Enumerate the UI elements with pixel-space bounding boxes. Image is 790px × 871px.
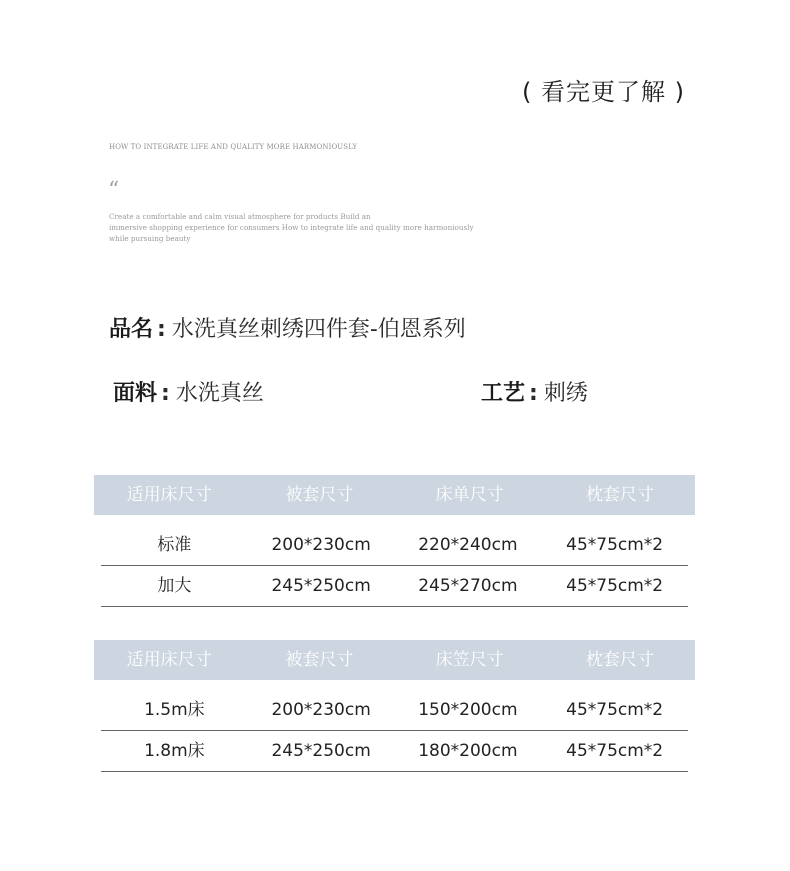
header-cell: 被套尺寸 (285, 485, 354, 505)
quote-mark-icon: “ (108, 178, 120, 203)
separator: : (529, 381, 538, 406)
table-cell: 标准 (157, 535, 192, 555)
table-cell: 1.8m床 (144, 741, 205, 761)
separator: : (161, 381, 170, 406)
intro-description (109, 211, 499, 244)
table-cell: 150*200cm (418, 700, 518, 720)
table-header (94, 640, 695, 680)
header-cell: 枕套尺寸 (585, 650, 654, 670)
table-cell: 200*230cm (271, 535, 371, 555)
description-line: immersive shopping experience for consumers How to integrate life and quality more harmoniously (109, 223, 474, 232)
separator: : (157, 317, 166, 342)
header-cell: 枕套尺寸 (585, 485, 654, 505)
header-cell: 适用床尺寸 (126, 485, 212, 505)
table-cell: 1.5m床 (144, 700, 205, 720)
header-cell: 床笠尺寸 (435, 650, 504, 670)
table-row (101, 566, 688, 607)
table-cell: 45*75cm*2 (566, 700, 664, 720)
size-table-fitted (94, 640, 695, 772)
product-name-spec (109, 312, 466, 343)
table-cell: 220*240cm (418, 535, 518, 555)
table-cell: 45*75cm*2 (566, 535, 664, 555)
table-cell: 45*75cm*2 (566, 741, 664, 761)
table-row (101, 690, 688, 731)
table-cell: 45*75cm*2 (566, 576, 664, 596)
table-cell: 245*270cm (418, 576, 518, 596)
size-table-standard (94, 475, 695, 607)
header-cell: 被套尺寸 (285, 650, 354, 670)
view-more-link[interactable]: ( 看完更了解 ) (522, 78, 685, 106)
craft-value: 刺绣 (543, 381, 588, 406)
fabric-spec (113, 376, 264, 407)
fabric-label: 面料 (113, 381, 158, 406)
table-cell: 245*250cm (271, 741, 371, 761)
craft-label: 工艺 (481, 381, 526, 406)
table-cell: 加大 (157, 576, 192, 596)
table-row (101, 525, 688, 566)
description-line: while pursuing beauty (109, 234, 191, 243)
table-cell: 180*200cm (418, 741, 518, 761)
product-name-label: 品名 (109, 317, 154, 342)
description-line: Create a comfortable and calm visual atmosphere for products Build an (109, 212, 371, 221)
table-cell: 245*250cm (271, 576, 371, 596)
table-row (101, 731, 688, 772)
product-name-value: 水洗真丝刺绣四件套-伯恩系列 (171, 317, 466, 342)
fabric-value: 水洗真丝 (175, 381, 264, 406)
slogan-text: HOW TO INTEGRATE LIFE AND QUALITY MORE HARMONIOUSLY (109, 143, 358, 151)
craft-spec (481, 376, 588, 407)
header-cell: 适用床尺寸 (126, 650, 212, 670)
header-cell: 床单尺寸 (435, 485, 504, 505)
table-cell: 200*230cm (271, 700, 371, 720)
table-header (94, 475, 695, 515)
